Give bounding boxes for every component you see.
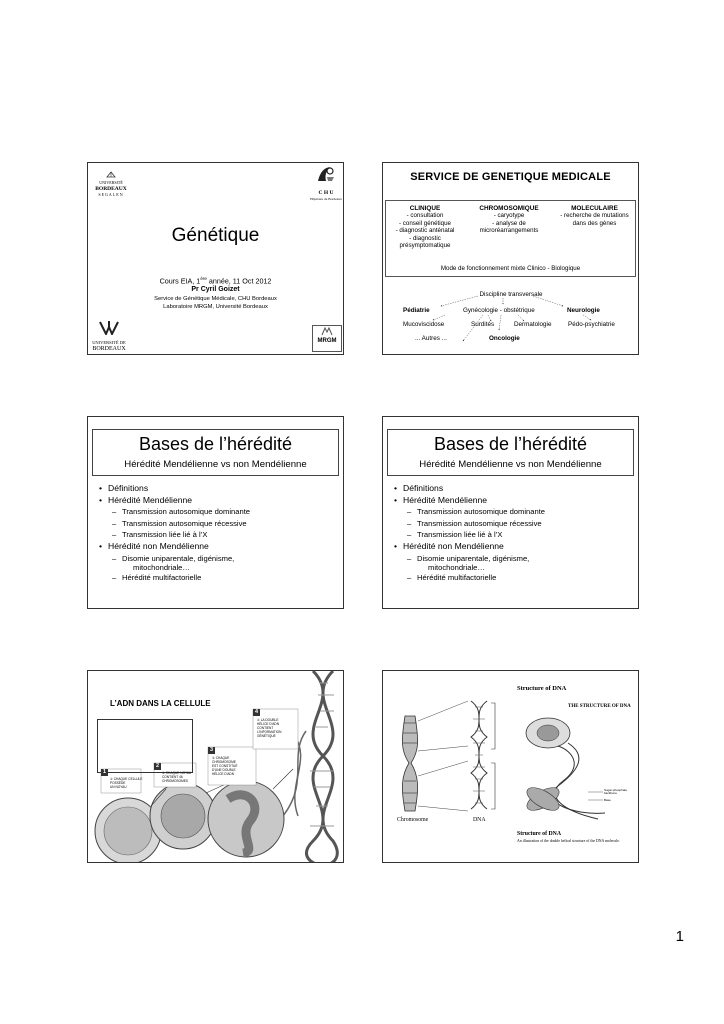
list-item: • Hérédité non Mendélienne <box>403 541 545 553</box>
service-header: SERVICE DE GENETIQUE MEDICALE <box>410 171 611 183</box>
step-line: CHROMOSOME <box>212 760 236 764</box>
step-text <box>110 777 142 789</box>
slide-subtitle: Hérédité Mendélienne vs non Mendélienne <box>419 459 602 470</box>
slide-3-bases-heredite <box>87 416 344 609</box>
list-item: • Définitions <box>403 483 545 495</box>
list-subitem: – Hérédité multifactorielle <box>403 572 545 584</box>
course-line <box>88 276 343 285</box>
mucoviscidose: Mucoviscidose <box>403 321 445 328</box>
affiliation-line: Service de Génétique Médicale, CHU Bordeaux <box>154 296 277 302</box>
col-line: dans des gènes <box>572 219 617 227</box>
label-sugar-backbone: Sugar-phosphate backbone <box>604 788 628 796</box>
step-line: UN NOYAU <box>110 785 127 789</box>
dermatologie: Dermatologie <box>514 321 552 328</box>
title-box <box>387 429 634 476</box>
bullet-list <box>403 483 545 584</box>
structure-inner-title: THE STRUCTURE OF DNA <box>568 704 631 709</box>
neurologie: Neurologie <box>567 307 600 314</box>
col-line: - consultation <box>406 212 444 220</box>
step-line: ① CHAQUE CELLULE <box>110 777 143 781</box>
slide-4-bases-heredite <box>382 416 639 609</box>
col-title: CHROMOSOMIQUE <box>479 205 539 212</box>
col-line: - analyse de <box>492 219 526 227</box>
list-subitem: – Hérédité multifactorielle <box>108 572 250 584</box>
step-number: 3 <box>209 747 214 753</box>
empty-text-box <box>97 719 193 773</box>
step-line: CHROMOSOMES <box>162 779 189 783</box>
logo-line: UNIVERSITÉ <box>99 180 123 185</box>
autres: ... Autres ... <box>415 335 447 342</box>
label-chromosome: Chromosome <box>397 817 429 823</box>
slide-subtitle: Hérédité Mendélienne vs non Mendélienne <box>124 459 307 470</box>
step-text <box>212 756 237 776</box>
structure-caption-small: An illustration of the double helical structure of the DNA molecule. <box>517 839 620 843</box>
step-line: ③ CHAQUE <box>212 756 230 760</box>
affiliation-line: Laboratoire MRGM, Université Bordeaux <box>163 304 268 310</box>
pedo-psychiatrie: Pédo-psychiatrie <box>568 321 615 328</box>
author: Pr Cyril Goizet <box>191 286 240 293</box>
course-suffix: année, 11 Oct 2012 <box>206 276 272 286</box>
logo-line: BORDEAUX <box>95 186 127 192</box>
discipline-transversale: Discipline transversale <box>479 291 543 298</box>
step-line: ④ LA DOUBLE <box>257 718 279 722</box>
col-line: - caryotype <box>493 212 525 220</box>
step-number: 4 <box>254 709 259 715</box>
logo-line: BORDEAUX <box>92 346 126 352</box>
list-subitem: – Transmission autosomique dominante <box>108 506 250 518</box>
slide-6-structure-dna <box>382 670 639 863</box>
affiliation <box>88 295 343 311</box>
list-subitem: – Transmission autosomique récessive <box>108 518 250 530</box>
title-box <box>92 429 339 476</box>
list-item: • Hérédité non Mendélienne <box>108 541 250 553</box>
col-title: CLINIQUE <box>409 205 441 212</box>
col-line: - diagnostic anténatal <box>395 227 455 235</box>
pediatrie: Pédiatrie <box>403 307 430 314</box>
structure-caption: Structure of DNA <box>517 831 562 837</box>
mode-fonctionnement: Mode de fonctionnement mixte Clinico - Biologique <box>440 265 581 272</box>
logo-mrgm <box>312 325 342 352</box>
list-subitem: – Transmission liée lié à l’X <box>108 529 250 541</box>
step-line: HÉLICE D'ADN <box>257 722 280 726</box>
step-number: 1 <box>102 769 107 775</box>
step-line: POSSÈDE <box>110 781 126 785</box>
step-text <box>162 771 191 783</box>
surdites: Surdités <box>471 321 495 328</box>
list-subitem: – Disomie uniparentale, digénisme, <box>403 552 545 563</box>
list-subitem: – Disomie uniparentale, digénisme, <box>108 552 250 563</box>
list-item: • Hérédité Mendélienne <box>108 495 250 507</box>
course-superscript: ère <box>200 276 207 281</box>
logo-line: SEGALEN <box>98 192 124 197</box>
gynecologie: Gynécologie - obstétrique <box>463 307 535 314</box>
col-line: - diagnostic <box>409 234 441 242</box>
col-line: microréarrangements <box>479 227 539 235</box>
step-line: CONTIENT 46 <box>162 775 183 779</box>
step-line: CONTIENT <box>257 726 274 730</box>
structure-title: Structure of DNA <box>517 685 567 692</box>
slide-title: Bases de l’hérédité <box>433 434 588 454</box>
ub-emblem-icon <box>99 321 119 335</box>
col-line: présymptomatique <box>399 242 451 250</box>
step-line: HÉLICE D'ADN <box>212 772 235 776</box>
slide-title: Génétique <box>171 225 260 246</box>
logo-line: Hôpitaux de Bordeaux <box>310 197 342 201</box>
list-subitem: – Transmission autosomique récessive <box>403 518 545 530</box>
crest-icon <box>106 171 116 178</box>
course-prefix: Cours EIA, 1 <box>159 276 201 286</box>
step-line: GÉNÉTIQUE <box>257 734 276 738</box>
list-item: • Définitions <box>108 483 250 495</box>
logo-line: C H U <box>318 190 334 196</box>
col-line: - recherche de mutations <box>560 212 629 220</box>
list-subitem-cont: mitochondriale… <box>428 563 485 572</box>
page-number: 1 <box>675 928 684 945</box>
mrgm-emblem-icon <box>321 326 333 336</box>
adn-heading: L’ADN DANS LA CELLULE <box>110 699 211 708</box>
step-line: ② CHAQUE NOYAU <box>162 771 192 775</box>
chu-emblem-icon <box>315 165 337 185</box>
label-dna: DNA <box>473 817 486 823</box>
col-title: MOLECULAIRE <box>571 205 618 212</box>
step-text <box>257 718 281 738</box>
list-subitem-cont: mitochondriale… <box>133 563 190 572</box>
logo-universite-bordeaux-segalen <box>91 171 131 198</box>
slide-title: Bases de l’hérédité <box>138 434 293 454</box>
slide-1-title <box>87 162 344 355</box>
bullet-list <box>108 483 250 584</box>
logo-mrgm-text: MRGM <box>317 338 337 344</box>
step-line: D'UNE DOUBLE <box>212 768 236 772</box>
list-item: • Hérédité Mendélienne <box>403 495 545 507</box>
slide-2-service <box>382 162 639 355</box>
step-line: L'INFORMATION <box>257 730 282 734</box>
logo-chu-bordeaux <box>309 165 343 202</box>
dna-structure-illustration <box>383 671 639 863</box>
oncologie: Oncologie <box>489 335 520 342</box>
list-subitem: – Transmission autosomique dominante <box>403 506 545 518</box>
logo-line: UNIVERSITÉ DE <box>92 340 126 345</box>
list-subitem: – Transmission liée lié à l’X <box>403 529 545 541</box>
col-line: - conseil génétique <box>399 219 451 227</box>
step-number: 2 <box>155 763 160 769</box>
label-base: Base <box>604 798 611 802</box>
logo-universite-de-bordeaux <box>91 321 127 352</box>
step-line: EST CONSTITUÉ <box>212 764 238 768</box>
slide-5-adn-cellule <box>87 670 344 863</box>
